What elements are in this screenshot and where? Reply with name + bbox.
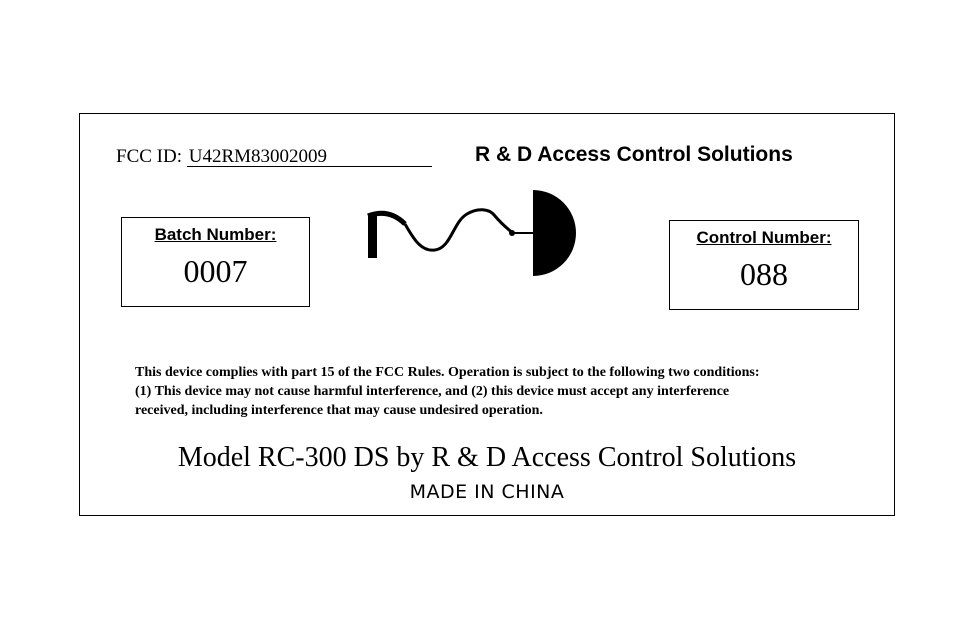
control-number-title: Control Number: (696, 228, 832, 247)
made-in-line: MADE IN CHINA (409, 481, 565, 503)
model-line: Model RC-300 DS by R & D Access Control Solutions (177, 442, 797, 473)
fcc-label (79, 113, 895, 516)
key-fob-antenna-logo-icon (365, 188, 580, 278)
batch-number-title: Batch Number: (154, 225, 277, 244)
batch-number-box (121, 217, 310, 307)
company-name: R & D Access Control Solutions (475, 143, 793, 166)
control-number-box (669, 220, 859, 310)
batch-number-value: 0007 (183, 253, 248, 289)
fcc-id-value: U42RM83002009 (187, 148, 432, 167)
compliance-line: This device complies with part 15 of the FCC Rules. Operation is subject to the following two conditions: (135, 365, 760, 380)
control-number-value: 088 (740, 256, 788, 292)
compliance-line: (1) This device may not cause harmful interference, and (2) this device must accept any interference (135, 384, 730, 399)
fcc-id-row (116, 146, 432, 168)
compliance-line: received, including interference that may cause undesired operation. (135, 403, 543, 418)
fcc-id-label: FCC ID: (116, 146, 182, 167)
fcc-compliance-statement (135, 363, 875, 420)
